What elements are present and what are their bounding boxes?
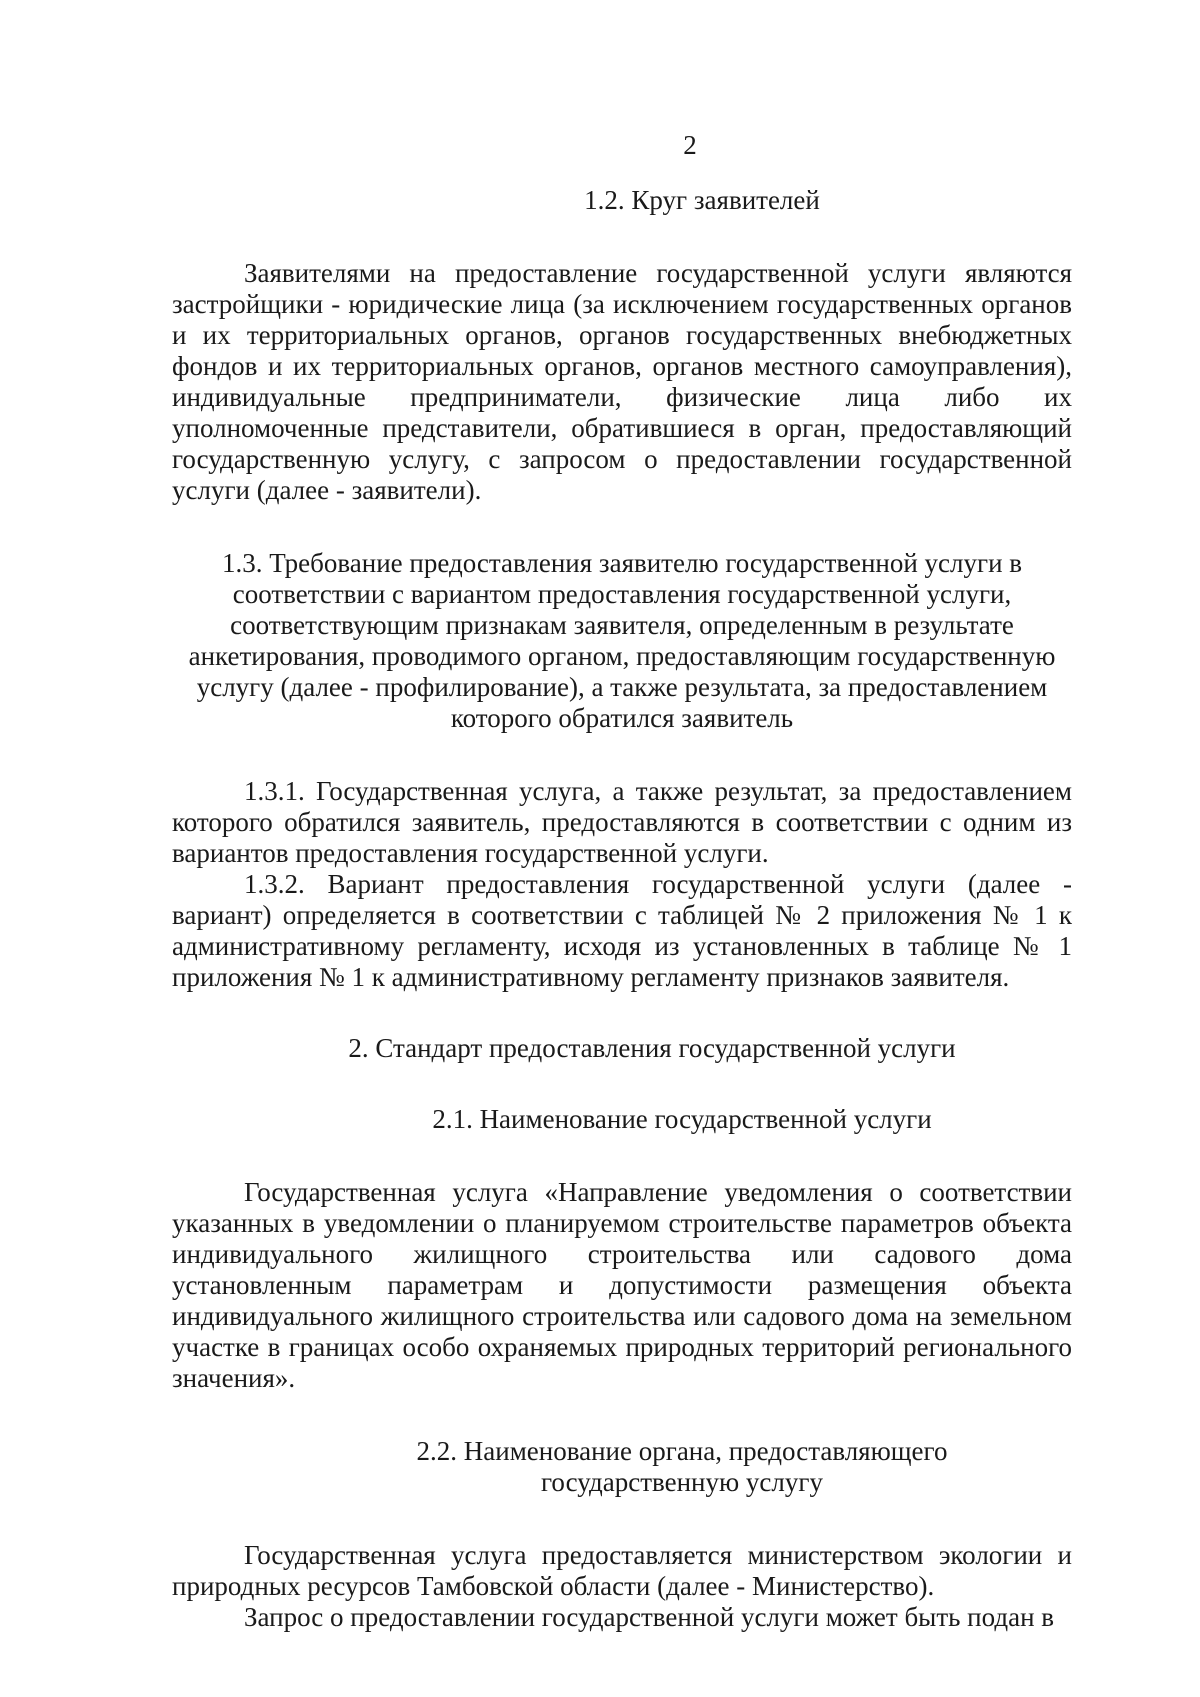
paragraph-ministry: Государственная услуга предоставляется министерством экологии и природных ресурсов Тамбовской области (далее - Министерство). — [172, 1540, 1072, 1601]
heading-2-1: 2.1. Наименование государственной услуги — [432, 1104, 932, 1134]
paragraph-request: Запрос о предоставлении государственной услуги может быть подан в — [244, 1602, 1055, 1632]
paragraph-1-3-1: 1.3.1. Государственная услуга, а также результат, за предоставлением которого обратился заявитель, предоставляются в соответствии с одним из вариантов предоставления государственной услуги. — [172, 776, 1072, 868]
paragraph-service-name: Государственная услуга «Направление уведомления о соответствии указанных в уведомлении о планируемом строительстве параметров объекта индивидуального жилищного строительства или садового дома установленным параметрам и допустимости размещения объекта индивидуального жилищного строительства или садового дома на земельном участке в границах особо охраняемых природных территорий регионального значения». — [172, 1177, 1072, 1393]
page-number: 2 — [683, 130, 697, 160]
heading-2-2-line1: 2.2. Наименование органа, предоставляющего — [416, 1436, 948, 1466]
heading-2-2-line2: государственную услугу — [541, 1467, 823, 1497]
document-body — [172, 185, 1072, 1633]
heading-1-2: 1.2. Круг заявителей — [584, 185, 820, 215]
paragraph-1-3-2: 1.3.2. Вариант предоставления государственной услуги (далее - вариант) определяется в соответствии с таблицей № 2 приложения № 1 к административному регламенту, исходя из установленных в таблице № 1 приложения № 1 к административному регламенту признаков заявителя. — [172, 869, 1072, 992]
heading-2: 2. Стандарт предоставления государственной услуги — [348, 1033, 956, 1063]
heading-2-2 — [292, 1436, 1072, 1498]
paragraph-applicants: Заявителями на предоставление государственной услуги являются застройщики - юридические лица (за исключением государственных органов и их территориальных органов, органов государственных внебюджетных фондов и их территориальных органов, органов местного самоуправления), индивидуальные предприниматели, физические лица либо их уполномоченные представители, обратившиеся в орган, предоставляющий государственную услугу, с запросом о предоставлении государственной услуги (далее - заявители). — [172, 258, 1072, 505]
heading-1-3: 1.3. Требование предоставления заявителю государственной услуги в соответствии с вариантом предоставления государственной услуги, соответствующим признакам заявителя, определенным в результате анкетирования, проводимого органом, предоставляющим государственную услугу (далее - профилирование), а также результата, за предоставлением которого обратился заявитель — [188, 548, 1056, 733]
